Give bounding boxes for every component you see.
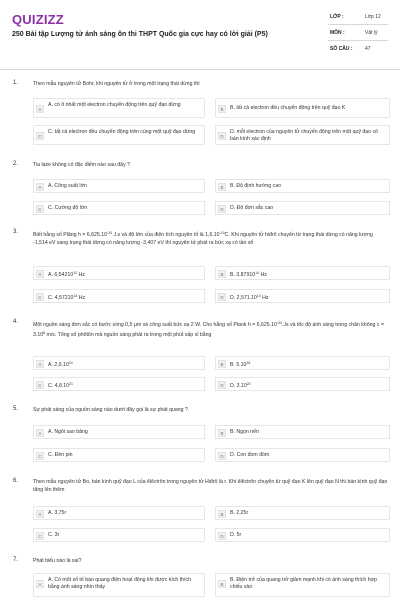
option-d[interactable] [215, 528, 390, 542]
option-c[interactable] [33, 377, 205, 391]
option-a[interactable] [33, 266, 205, 280]
option-letter-box: C [36, 205, 44, 213]
option-letter-box: D [218, 452, 226, 460]
option-text: D. 2,571.10$^{13}$ Hz [230, 294, 269, 301]
option-a[interactable] [33, 506, 205, 520]
option-text: A. Có một số tế bào quang điện hoạt động khi được kích thích bằng ánh sáng nhìn thấy [48, 577, 191, 590]
question-text: Tia laze không có đặc điểm nào sau đây ? [33, 162, 130, 168]
option-letter-box: D [218, 205, 226, 213]
option-d[interactable] [215, 377, 390, 391]
option-text: D. Con đom đóm [230, 452, 270, 458]
question-text: Biết hằng số Plăng $h = 6,625.10^{-34}$ J.s và độ lớn của điện tích nguyên tố là $1,6.10^{-19}C$. Khi nguyên tử hiđrô chuyển từ trạng thái dừng có năng lượng -1,514 eV sang trạng thái dừng có năng lượng -3,407 eV thì nguyên tử phát ra bức xạ có tần số [33, 231, 373, 246]
option-b[interactable] [215, 356, 390, 370]
question-text: Theo mẫu nguyên tử Bo, bán kính quỹ đạo L của êlêctrôn trong nguyên tử Hiđrô là r. Khi êlêctrôn chuyển từ quỹ đạo K lên quỹ đạo N thì bán kính quỹ đạo tăng lên thêm [33, 479, 388, 493]
option-letter-box: B [218, 183, 226, 191]
option-letter-box: C [36, 293, 44, 301]
option-letter-box: A [36, 105, 44, 113]
option-letter-box: C [36, 532, 44, 540]
option-text: C. 3r [48, 532, 60, 538]
option-c[interactable] [33, 289, 205, 303]
option-text: D. 3.10$^{20}$ [230, 382, 251, 389]
option-a[interactable] [33, 425, 205, 439]
option-b[interactable] [215, 506, 390, 520]
option-d[interactable] [215, 125, 390, 145]
question-text: Sự phát sáng của nguồn sáng nào dưới đây gọi là sự phát quang ? [33, 407, 188, 413]
option-letter-box: C [36, 132, 44, 140]
option-letter-box: B [218, 429, 226, 437]
divider [328, 24, 388, 25]
option-c[interactable] [33, 448, 205, 462]
question-text: Một nguồn sáng đơn sắc có bước sóng 0,5 μm và công suất bức xạ 2 W. Cho hằng số Plank $h = 6,625.10^{-34}.Js$ và tốc độ ánh sáng trong chân không $c = 3.10^8$ m/s. Tổng số phôtôn mà nguồn sáng phát ra trong một phút xấp xỉ bằng [33, 321, 384, 338]
question-number: 2. [13, 161, 19, 167]
option-text: A. có ít nhất một electron chuyển động trên quỹ đạo dừng [48, 102, 181, 108]
option-letter-box: A [36, 580, 44, 588]
option-letter-box: D [218, 381, 226, 389]
option-letter-box: D [218, 532, 226, 540]
option-b[interactable] [215, 98, 390, 118]
option-letter-box: D [218, 132, 226, 140]
question-number: 6. [13, 478, 19, 484]
class-label: LỚP : [330, 14, 344, 20]
option-letter-box: A [36, 183, 44, 191]
question-text: Phát biểu nào là sai? [33, 558, 82, 564]
option-text: B. 3,87910$^{14}$ Hz [230, 271, 267, 278]
option-letter-box: B [218, 270, 226, 278]
subject-label: MÔN : [330, 30, 345, 36]
option-c[interactable] [33, 201, 205, 215]
option-d[interactable] [215, 289, 390, 303]
option-text: A. 6,54210$^{12}$ Hz [48, 271, 85, 278]
option-text: B. Điện trở của quang trở giảm mạnh khi có ánh sáng thích hợp chiếu vào [230, 577, 377, 590]
option-text: B. Ngọn nến [230, 429, 259, 435]
option-b[interactable] [215, 425, 390, 439]
option-letter-box: D [218, 293, 226, 301]
option-letter-box: B [218, 580, 226, 588]
question-count-value: 47 [365, 46, 371, 52]
option-text: B. 5.10$^{18}$ [230, 361, 251, 368]
option-text: A. 2,9.10$^{24}$ [48, 361, 73, 368]
option-text: C. tất cả electron đều chuyển động trên cùng một quỹ đạo dừng [48, 129, 196, 135]
option-text: D. 5r [230, 532, 242, 538]
option-text: D. Độ đơn sắc cao [230, 205, 274, 211]
quizizz-logo: QUIZIZZ [12, 12, 64, 27]
option-a[interactable] [33, 356, 205, 370]
option-letter-box: A [36, 360, 44, 368]
question-text: Theo mẫu nguyên tử Bohr, khi nguyên tử ở trong một trạng thái dừng thì [33, 81, 200, 87]
option-letter-box: A [36, 429, 44, 437]
option-c[interactable] [33, 528, 205, 542]
option-b[interactable] [215, 179, 390, 193]
question-number: 7. [13, 557, 19, 563]
option-text: A. Ngôi sao băng [48, 429, 88, 435]
option-text: B. Độ định hướng cao [230, 183, 281, 189]
question-number: 4. [13, 319, 19, 325]
question-number: 5. [13, 406, 19, 412]
option-text: A. Công suất lớn [48, 183, 87, 189]
question-number: 1. [13, 80, 19, 86]
option-text: A. 3,75r [48, 510, 67, 516]
option-b[interactable] [215, 266, 390, 280]
class-value: Lớp 12 [365, 14, 381, 20]
option-text: B. 2,25r [230, 510, 249, 516]
option-text: C. 4,8.10$^{21}$ [48, 382, 73, 389]
option-a[interactable] [33, 98, 205, 118]
question-count-label: SỐ CÂU : [330, 46, 353, 52]
option-letter-box: A [36, 510, 44, 518]
option-text: D. mỗi electron của nguyên tử chuyển động trên một quỹ đạo có bán kính xác định [230, 129, 378, 142]
option-d[interactable] [215, 448, 390, 462]
subject-value: Vật lý [365, 30, 378, 36]
option-d[interactable] [215, 201, 390, 215]
option-text: C. Cường độ lớn [48, 205, 88, 211]
option-letter-box: B [218, 105, 226, 113]
option-text: C. Đèn pin [48, 452, 73, 458]
option-letter-box: C [36, 452, 44, 460]
document-title: 250 Bài tập Lượng tử ánh sáng ôn thi THPT Quốc gia cực hay có lời giải (P5) [12, 31, 268, 38]
option-a[interactable] [33, 573, 205, 597]
option-letter-box: C [36, 381, 44, 389]
option-letter-box: B [218, 510, 226, 518]
option-a[interactable] [33, 179, 205, 193]
divider [328, 40, 388, 41]
option-text: B. tất cả electron đều chuyển động trên quỹ đạo K [230, 105, 346, 111]
option-letter-box: B [218, 360, 226, 368]
option-letter-box: A [36, 270, 44, 278]
option-b[interactable] [215, 573, 390, 597]
option-text: C. 4,57210$^{14}$ Hz [48, 294, 86, 301]
question-number: 3. [13, 229, 19, 235]
page-header [0, 0, 400, 70]
option-c[interactable] [33, 125, 205, 145]
